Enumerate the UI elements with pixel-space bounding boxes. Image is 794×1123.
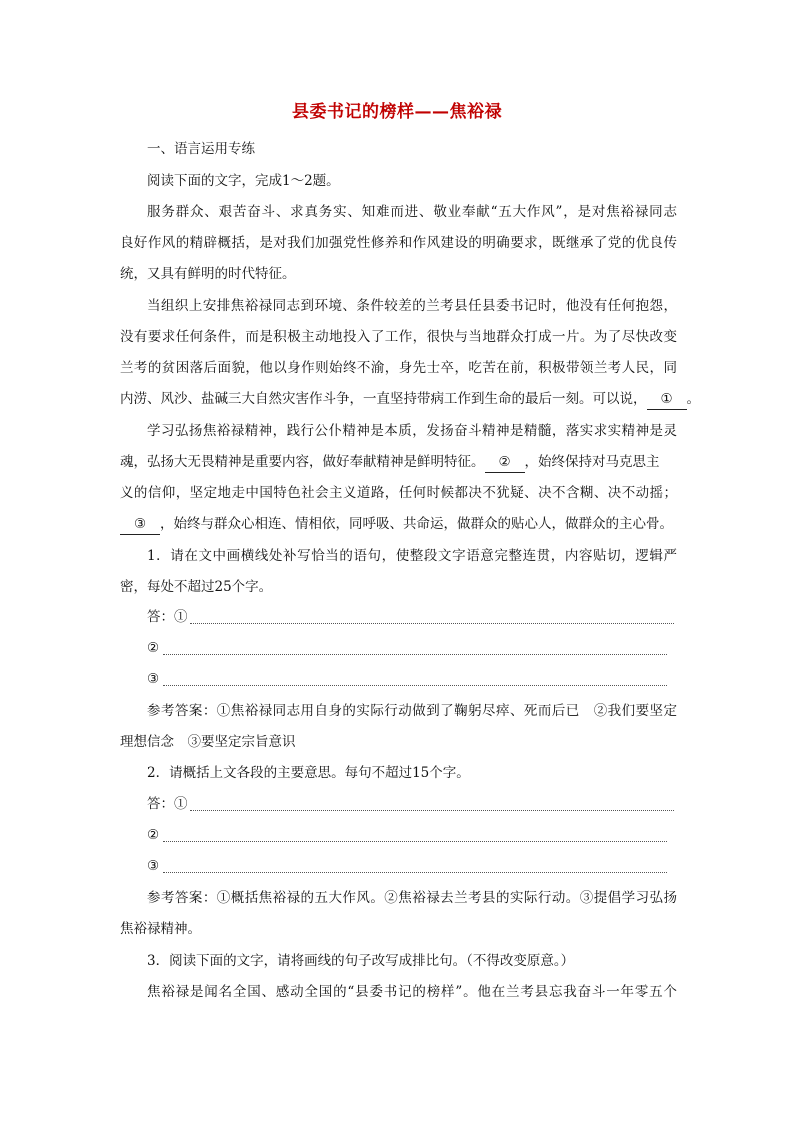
passage-p2-end: 。: [686, 391, 700, 407]
passage-p3-line2-end: ，始终保持对马克思主: [524, 454, 660, 470]
passage-p2-line4: [120, 389, 700, 410]
q1-answer-line-1[interactable]: [190, 623, 674, 624]
q1-answer-line-3[interactable]: [163, 685, 667, 686]
question-1-text-line1: 1．请在文中画横线处补写恰当的语句，使整段文字语意完整连贯，内容贴切，逻辑严: [147, 548, 677, 564]
passage-p3-line2: [120, 452, 660, 473]
q2-reference-answer-line2: 焦裕禄精神。: [120, 921, 201, 937]
passage-p3-line2-text: 魂，弘扬大无畏精神是重要内容，做好奉献精神是鲜明特征。: [120, 454, 485, 470]
q2-answer-line-3[interactable]: [163, 872, 667, 873]
fill-blank-1[interactable]: ①: [647, 389, 687, 410]
passage-p3-line3: 义的信仰，坚定地走中国特色社会主义道路，任何时候都决不犹疑、决不含糊、决不动摇；: [120, 485, 677, 501]
passage-p2-line2: 没有要求任何条件，而是积极主动地投入了工作，很快与当地群众打成一片。为了尽快改变: [120, 329, 677, 345]
passage-p2-line4-text: 内涝、风沙、盐碱三大自然灾害作斗争，一直坚持带病工作到生命的最后一刻。可以说，: [120, 391, 647, 407]
q2-answer-mark-2: ②: [147, 827, 160, 843]
q1-answer-line-2[interactable]: [163, 654, 667, 655]
q1-answer-mark-3: ③: [147, 671, 160, 687]
question-3-passage-line1: 焦裕禄是闻名全国、感动全国的“县委书记的榜样”。他在兰考县忘我奋斗一年零五个: [147, 984, 677, 1000]
q2-reference-answer-line1: 参考答案：①概括焦裕禄的五大作风。②焦裕禄去兰考县的实际行动。③提倡学习弘扬: [147, 890, 677, 906]
q2-answer-line-2[interactable]: [163, 841, 667, 842]
reading-instruction: 阅读下面的文字，完成1～2题。: [147, 173, 340, 189]
passage-p3-line4: [120, 514, 673, 535]
q1-answer-label: 答：①: [147, 609, 188, 625]
q1-answer-mark-2: ②: [147, 640, 160, 656]
section-heading: 一、语言运用专练: [147, 141, 255, 157]
passage-p1-line2: 良好作风的精辟概括，是对我们加强党性修养和作风建设的明确要求，既继承了党的优良传: [120, 235, 677, 251]
fill-blank-3[interactable]: ③: [120, 514, 160, 535]
question-3-text: 3．阅读下面的文字，请将画线的句子改写成排比句。（不得改变原意。）: [147, 953, 575, 969]
passage-p3-line1: 学习弘扬焦裕禄精神，践行公仆精神是本质，发扬奋斗精神是精髓，落实求实精神是灵: [147, 423, 677, 439]
q2-answer-label: 答：①: [147, 796, 188, 812]
fill-blank-2[interactable]: ②: [485, 452, 525, 473]
passage-p1-line1: 服务群众、艰苦奋斗、求真务实、知难而进、敬业奉献“五大作风”，是对焦裕禄同志: [147, 204, 677, 220]
q2-answer-mark-3: ③: [147, 858, 160, 874]
q2-answer-line-1[interactable]: [190, 810, 674, 811]
passage-p1-line3: 统，又具有鲜明的时代特征。: [120, 266, 296, 282]
q1-reference-answer-line2: 理想信念 ③要坚定宗旨意识: [120, 734, 296, 750]
question-1-text-line2: 密，每处不超过25个字。: [120, 579, 273, 595]
passage-p3-line4-text: ，始终与群众心相连、情相依，同呼吸、共命运，做群众的贴心人，做群众的主心骨。: [160, 516, 673, 532]
question-2-text: 2．请概括上文各段的主要意思。每句不超过15个字。: [147, 765, 470, 781]
passage-p2-line3: 兰考的贫困落后面貌，他以身作则始终不渝，身先士卒，吃苦在前，积极带领兰考人民，同: [120, 360, 677, 376]
q1-reference-answer-line1: 参考答案：①焦裕禄同志用自身的实际行动做到了鞠躬尽瘁、死而后已 ②我们要坚定: [147, 703, 677, 719]
passage-p2-line1: 当组织上安排焦裕禄同志到环境、条件较差的兰考县任县委书记时，他没有任何抱怨，: [147, 298, 677, 314]
document-title: 县委书记的榜样——焦裕禄: [292, 102, 502, 122]
